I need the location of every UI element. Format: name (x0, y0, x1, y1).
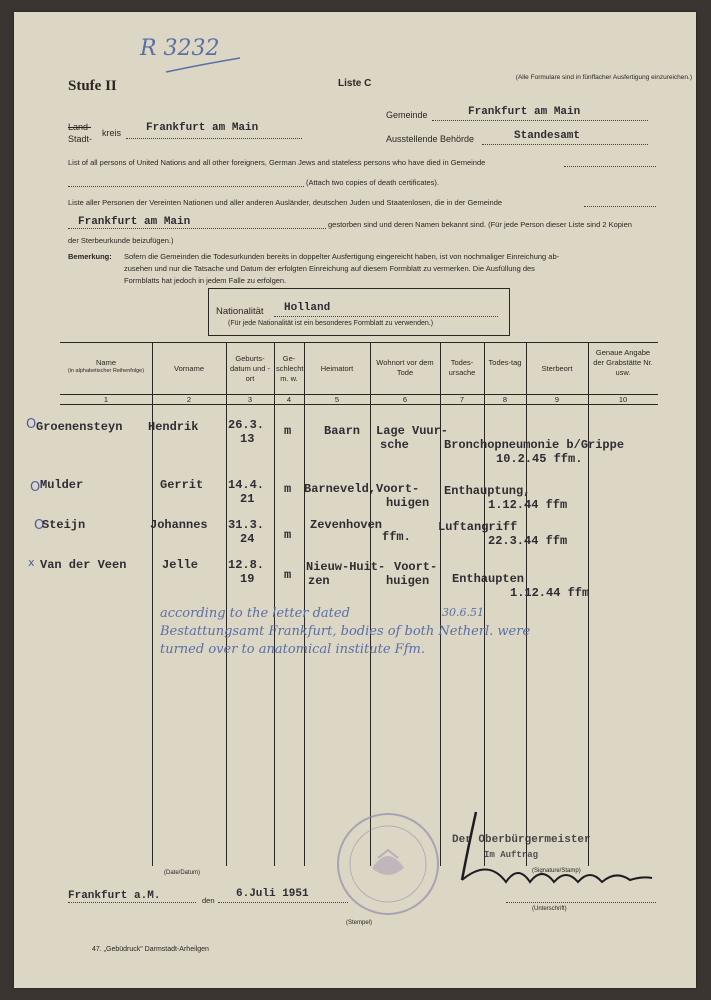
handwritten-note-date: 30.6.51 (442, 606, 484, 619)
cell-geburt-date: 31.3. (228, 518, 265, 532)
bemerkung-line1: Sofern die Gemeinden die Todesurkunden bereits in doppelter Ausfertigung eingereicht haben, ist von nochmaliger Einreichung ab- (124, 252, 560, 261)
col-num: 9 (554, 395, 560, 404)
cell-vorname: Johannes (150, 518, 208, 532)
cell-sex: m (284, 482, 292, 496)
stufe-title: Stufe II (68, 78, 117, 94)
cell-ursache: Enthaupten (452, 572, 525, 586)
cell-ursache: Luftangriff (438, 520, 518, 534)
signature-label: (Signature/Stamp) (532, 868, 581, 874)
landkreis-value: Frankfurt am Main (146, 122, 259, 134)
cell-vorname: Gerrit (160, 478, 204, 492)
cell-tag: 10.2.45 ffm. (496, 452, 583, 466)
liste-title: Liste C (338, 78, 372, 89)
col-num: 10 (618, 395, 628, 404)
pen-underline (164, 56, 244, 76)
cell-geburt-date: 26.3. (228, 418, 265, 432)
col-num: 1 (103, 395, 109, 404)
col-header-heimatort: Heimatort (320, 364, 354, 373)
col-num: 6 (402, 395, 408, 404)
col-num: 3 (247, 395, 253, 404)
col-header-tag: Todes-tag (488, 358, 522, 367)
behoerde-value: Standesamt (514, 130, 581, 142)
col-num: 5 (334, 395, 340, 404)
cell-vorname: Jelle (162, 558, 199, 572)
nationality-note: (Für jede Nationalität ist ein besonderes Formblatt zu verwenden.) (228, 320, 434, 327)
cell-name: Van der Veen (40, 558, 127, 572)
german-line1: Liste aller Personen der Vereinten Nationen und aller anderen Ausländer, deutschen Juden und Staatenlosen, die in der Gemeinde (68, 198, 503, 207)
cell-ursache: Bronchopneumonie b/Grippe (444, 438, 625, 452)
den-label: den (202, 896, 215, 905)
cell-name: Groenensteyn (36, 420, 123, 434)
col-num: 8 (502, 395, 508, 404)
row-mark: O (26, 417, 37, 432)
cell-wohnort: Voort- (394, 560, 438, 574)
cell-heimatort: Baarn (324, 424, 361, 438)
col-num: 7 (459, 395, 465, 404)
archive-reference: R 3232 (140, 36, 220, 61)
col-num: 2 (186, 395, 192, 404)
cell-sex: m (284, 528, 292, 542)
col-header-geburt: Geburts-datum und -ort (229, 354, 271, 383)
row-mark: x (28, 556, 35, 569)
authority-stamp: Der Oberbürgermeister (452, 834, 591, 846)
land-label: Land- (68, 122, 92, 132)
cell-vorname: Hendrik (148, 420, 199, 434)
gemeinde-label: Gemeinde (386, 110, 428, 120)
col-header-wohnort: Wohnort vor dem Tode (376, 358, 434, 377)
english-line1: List of all persons of United Nations and all other foreigners, German Jews and stateless persons who have died in Gemeinde (68, 158, 486, 167)
col-header-geschlecht: Ge-schlecht m. w. (276, 354, 304, 383)
form-sheet (14, 12, 696, 988)
cell-heimatort-2: zen (308, 574, 330, 588)
kreis-label: kreis (102, 128, 122, 138)
handwritten-note-3: turned over to anatomical institute Ffm. (160, 642, 425, 657)
col-header-name: Name (in alphabetischer Reihenfolge) (67, 358, 145, 374)
nationality-label: Nationalität (216, 306, 264, 317)
authority-stamp-sub: Im Auftrag (484, 850, 539, 860)
col-header-grabstaette: Genaue Angabe der Grabstätte Nr. usw. (593, 348, 653, 377)
row-mark: O (34, 518, 45, 533)
cell-geburt-year: 19 (240, 572, 255, 586)
col-header-vorname: Vorname (173, 364, 205, 373)
cell-ursache: Enthauptung, (444, 484, 531, 498)
german-line3: der Sterbeurkunde beizufügen.) (68, 236, 174, 245)
gemeinde-value: Frankfurt am Main (468, 106, 581, 118)
cell-heimatort: Barneveld,Voort- (304, 482, 420, 496)
german-line2: gestorben sind und deren Namen bekannt sind. (Für jede Person dieser Liste sind 2 Kopien (328, 220, 632, 229)
cell-name: Mulder (40, 478, 84, 492)
behoerde-label: Ausstellende Behörde (386, 134, 475, 144)
col-header-ursache: Todes-ursache (448, 358, 476, 377)
bemerkung-line3: Formblatts hat jedoch in jedem Falle zu erfolgen. (124, 276, 287, 285)
cell-geburt-year: 24 (240, 532, 255, 546)
row-mark: O (30, 480, 41, 495)
german-place: Frankfurt am Main (78, 216, 191, 228)
cell-tag: 22.3.44 ffm (488, 534, 568, 548)
col-num: 4 (286, 395, 292, 404)
cell-wohnort-2: ffm. (382, 530, 411, 544)
stadt-label: Stadt- (68, 134, 93, 144)
nationality-value: Holland (284, 302, 331, 314)
cell-heimatort: Nieuw-Huit- (306, 560, 386, 574)
cell-geburt-year: 21 (240, 492, 255, 506)
cell-tag: 1.12.44 ffm (510, 586, 590, 600)
cell-geburt-date: 12.8. (228, 558, 265, 572)
cell-geburt-year: 13 (240, 432, 255, 446)
bemerkung-line2: zusehen und nur die Tatsache und Datum der erfolgten Einreichung auf diesem Formblatt zu vermerken. Die Ausfüllung des (124, 264, 535, 273)
handwritten-note-2: Bestattungsamt Frankfurt, bodies of both Netherl. were (160, 624, 531, 639)
cell-wohnort-2: huigen (386, 574, 430, 588)
printer-imprint: 47. „Gebüdruck" Darmstadt-Arheilgen (92, 946, 209, 953)
english-line2: (Attach two copies of death certificates). (306, 178, 439, 187)
footer-date: 6.Juli 1951 (236, 888, 309, 900)
cell-sex: m (284, 568, 292, 582)
unterschrift-label: (Unterschrift) (532, 906, 567, 912)
stempel-label: (Stempel) (346, 920, 373, 926)
cell-wohnort: Lage Vuur- (376, 424, 449, 438)
cell-geburt-date: 14.4. (228, 478, 265, 492)
handwritten-note-1: according to the letter dated (160, 606, 350, 621)
official-stamp (332, 808, 444, 920)
footer-place: Frankfurt a.M. (68, 890, 161, 902)
cell-heimatort: Zevenhoven (310, 518, 383, 532)
note-top: (Alle Formulare sind in fünffacher Ausfertigung einzureichen.) (515, 74, 692, 81)
col-header-sterbeort: Sterbeort (541, 364, 573, 373)
cell-wohnort-2: sche (380, 438, 409, 452)
date-label: (Date/Datum) (164, 870, 201, 876)
cell-sex: m (284, 424, 292, 438)
cell-wohnort-2: huigen (386, 496, 430, 510)
bemerkung-label: Bemerkung: (68, 252, 112, 261)
cell-tag: 1.12.44 ffm (488, 498, 568, 512)
signature (448, 808, 658, 888)
cell-name: Steijn (42, 518, 86, 532)
